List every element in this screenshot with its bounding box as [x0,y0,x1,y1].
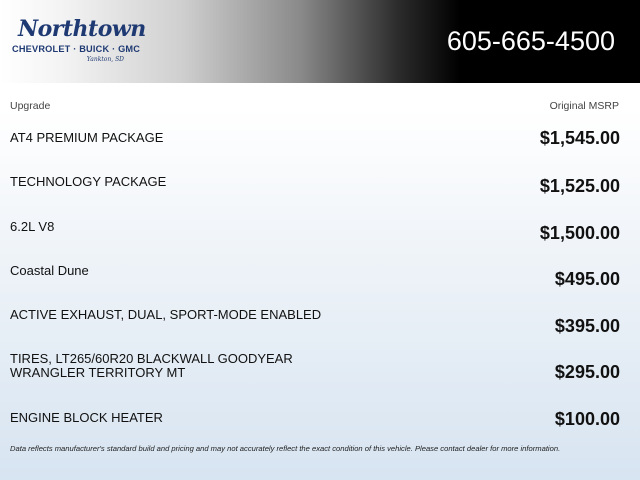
upgrade-name: ENGINE BLOCK HEATER [10,410,163,425]
column-header-msrp: Original MSRP [549,100,619,112]
upgrade-name: 6.2L V8 [10,219,55,234]
upgrade-name: Coastal Dune [10,263,89,278]
table-row [0,264,640,310]
upgrade-price: $1,545.00 [539,128,620,148]
upgrade-price: $295.00 [554,362,620,382]
table-row [0,175,640,221]
upgrade-name: TIRES, LT265/60R20 BLACKWALL GOODYEAR WRANGLER TERRITORY MT [10,351,293,380]
dealer-logo [12,14,146,66]
upgrade-name: ACTIVE EXHAUST, DUAL, SPORT-MODE ENABLED [10,307,322,322]
upgrade-price: $495.00 [554,269,620,289]
upgrade-name: AT4 PREMIUM PACKAGE [10,130,164,145]
logo-brands: CHEVROLET · BUICK · GMC [12,44,141,54]
upgrade-price: $100.00 [554,409,620,429]
table-row [0,308,640,354]
upgrade-name: TECHNOLOGY PACKAGE [10,174,167,189]
table-row [0,128,640,177]
upgrade-price: $1,525.00 [539,176,620,196]
upgrade-price: $395.00 [554,316,620,336]
logo-city: Yankton, SD [86,56,124,63]
logo-name: Northtown [18,16,146,42]
column-header-upgrade: Upgrade [10,100,51,112]
header-banner [0,0,640,83]
upgrade-price: $1,500.00 [539,223,620,243]
table-row [0,352,640,398]
dealer-phone[interactable]: 605-665-4500 [446,26,615,56]
table-row [0,220,640,266]
disclaimer-text: Data reflects manufacturer's standard build and pricing and may not accurately reflect the exact condition of this vehicle. Please contact dealer for more information. [10,444,561,453]
